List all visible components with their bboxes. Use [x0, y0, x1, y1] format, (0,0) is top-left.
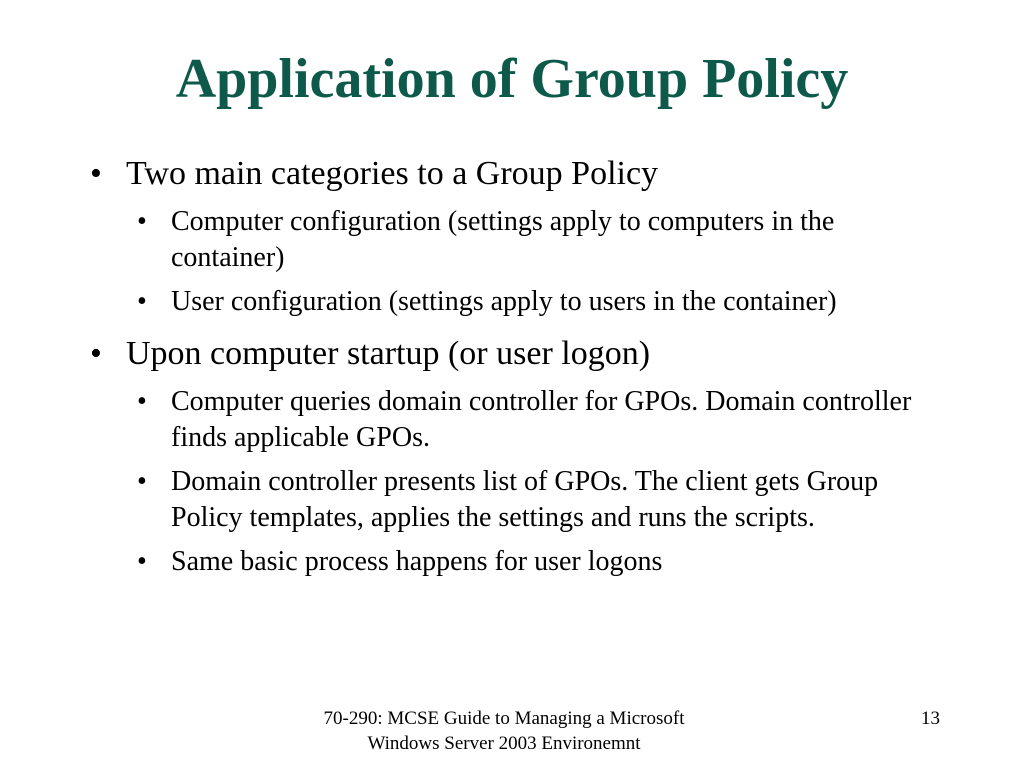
sub-bullet-text: Same basic process happens for user logons — [171, 546, 663, 577]
bullet-text: Two main categories to a Group Policy — [126, 155, 659, 192]
footer-line: Windows Server 2003 Environemnt — [367, 733, 641, 754]
page-number: 13 — [921, 708, 940, 729]
sub-bullet-icon: • — [137, 466, 147, 497]
sub-bullet-item — [137, 284, 951, 320]
sub-bullet-item — [137, 384, 951, 456]
sub-bullet-text: Domain controller presents list of GPOs. The client gets Group Policy templates, applies the settings and runs the scripts. — [171, 466, 879, 533]
bullet-text: Upon computer startup (or user logon) — [126, 335, 651, 372]
sub-bullet-text: Computer queries domain controller for GPOs. Domain controller finds applicable GPOs. — [171, 386, 912, 453]
bullet-icon: • — [90, 155, 102, 192]
sub-bullet-item — [137, 464, 951, 536]
sub-bullet-icon: • — [137, 386, 147, 417]
bullet-item — [90, 332, 950, 376]
sub-bullet-icon: • — [137, 206, 147, 237]
bullet-icon: • — [90, 335, 102, 372]
sub-bullet-icon: • — [137, 546, 147, 577]
sub-bullet-text: Computer configuration (settings apply to computers in the container) — [171, 206, 835, 273]
bullet-list — [90, 148, 950, 580]
sub-bullet-item — [137, 544, 951, 580]
sub-bullet-item — [137, 204, 951, 276]
sub-bullet-icon: • — [137, 286, 147, 317]
sub-bullet-text: User configuration (settings apply to users in the container) — [171, 286, 837, 317]
footer-caption — [254, 706, 754, 756]
footer-line: 70-290: MCSE Guide to Managing a Microsoft — [323, 708, 685, 729]
slide-title: Application of Group Policy — [175, 48, 849, 110]
bullet-item — [90, 152, 950, 196]
